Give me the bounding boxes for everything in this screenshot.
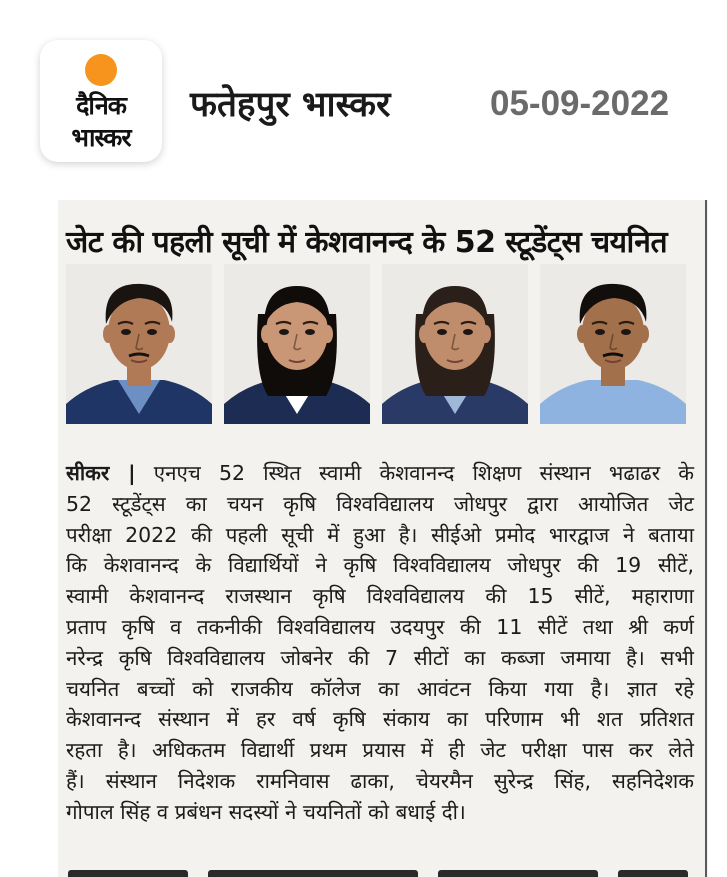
ear <box>103 325 113 343</box>
student-photo <box>540 264 686 424</box>
eye <box>147 329 157 335</box>
article-headline: जेट की पहली सूची में केशवानन्द के 52 स्टूडेंट्स चयनित <box>66 225 668 260</box>
article-line: केशवानन्द संस्थान में हर वर्ष कृषि संकाय का परिणाम भी शत प्रतिशत <box>66 707 694 732</box>
page-header <box>0 0 727 200</box>
article-line: गोपाल सिंह व प्रबंधन सदस्यों ने चयनितों को बधाई दी। <box>66 799 466 824</box>
ear <box>261 325 271 343</box>
ear <box>481 325 491 343</box>
sun-icon <box>85 54 117 86</box>
article-line: हैं। संस्थान निदेशक रामनिवास ढाका, चेयरमैन सुरेन्द्र सिंह, सहनिदेशक <box>66 768 694 793</box>
article-body <box>66 458 694 828</box>
ear <box>419 325 429 343</box>
logo-text-line2: भास्कर <box>71 123 131 152</box>
ear <box>639 325 649 343</box>
eye <box>463 329 473 335</box>
edition-title: फतेहपुर भास्कर <box>190 85 391 125</box>
eye <box>437 329 447 335</box>
article-line: चयनित बच्चों को राजकीय कॉलेज का आवंटन किया गया है। ज्ञात रहे <box>66 676 694 701</box>
news-clipping <box>58 200 708 877</box>
eye <box>621 329 631 335</box>
student-photo <box>66 264 212 424</box>
article-line: कि केशवानन्द के विद्यार्थियों ने कृषि विश्वविद्यालय जोधपुर की 19 सीटें, <box>66 553 694 578</box>
article-line: 52 स्टूडेंट्स का चयन कृषि विश्वविद्यालय जोधपुर द्वारा आयोजित जेट <box>66 491 694 516</box>
ear <box>577 325 587 343</box>
portrait-figure <box>382 264 528 424</box>
article-line: स्वामी केशवानन्द राजस्थान कृषि विश्वविद्यालय की 15 सीटें, महाराणा <box>66 584 694 609</box>
article-line: रहता है। अधिकतम विद्यार्थी प्रथम प्रयास में ही जेट परीक्षा पास कर लेते <box>66 738 694 763</box>
article-line: परीक्षा 2022 की पहली सूची में हुआ है। सीईओ प्रमोद भारद्वाज ने बताया <box>66 522 694 547</box>
article-line: प्रताप कृषि व तकनीकी विश्वविद्यालय उदयपुर की 11 सीटें तथा श्री कर्ण <box>66 614 694 639</box>
student-photo <box>224 264 370 424</box>
clipping-edge <box>705 200 707 877</box>
portrait-figure <box>540 264 686 424</box>
article-line: सीकर | एनएच 52 स्थित स्वामी केशवानन्द शिक्षण संस्थान भढाढर के <box>66 461 695 485</box>
eye <box>279 329 289 335</box>
dainik-bhaskar-logo <box>40 40 162 162</box>
student-photos <box>66 264 686 424</box>
dateline: सीकर | <box>66 461 136 485</box>
student-photo <box>382 264 528 424</box>
eye <box>305 329 315 335</box>
eye <box>595 329 605 335</box>
ear <box>165 325 175 343</box>
logo-text-line1: दैनिक <box>76 91 126 120</box>
article-line: नरेन्द्र कृषि विश्वविद्यालय जोबनेर की 7 सीटों का कब्जा जमाया है। सभी <box>66 645 694 670</box>
portrait-figure <box>224 264 370 424</box>
portrait-figure <box>66 264 212 424</box>
next-article-fragment <box>58 862 708 877</box>
eye <box>121 329 131 335</box>
ear <box>323 325 333 343</box>
edition-date: 05-09-2022 <box>490 84 670 123</box>
